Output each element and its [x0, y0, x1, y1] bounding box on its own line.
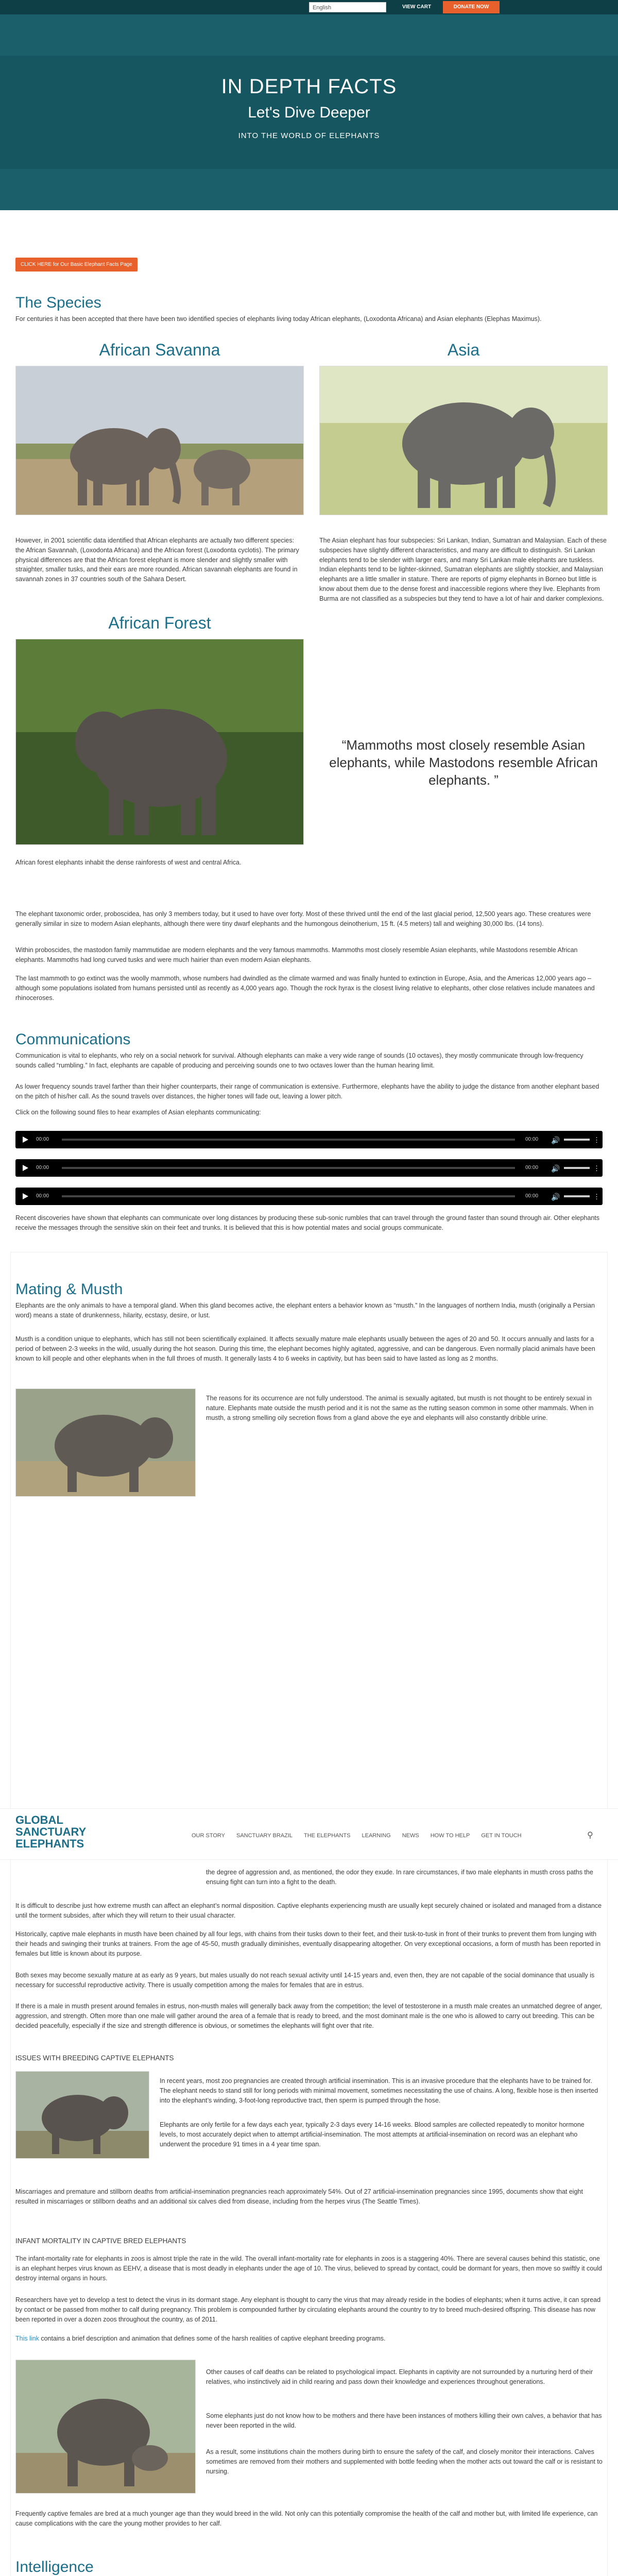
nav-learning[interactable]: LEARNING — [362, 1833, 391, 1839]
audio-progress[interactable] — [62, 1167, 515, 1169]
breeding-heading: ISSUES WITH BREEDING CAPTIVE ELEPHANTS — [15, 2054, 174, 2062]
play-icon[interactable] — [23, 1137, 28, 1143]
comm-paragraph-3: Click on the following sound files to hear examples of Asian elephants communicating: — [15, 1109, 261, 1116]
audio-time: 00:00 — [36, 1193, 49, 1199]
comm-paragraph-2: As lower frequency sounds travel farther than their higher counterparts, their range of communication is extensive. Furthermore, elephants have the ability to judge the distance from another elephant based on the pitch of his/her call. As the sound travels over distances, the higher tones will fade out, leaving a lower pitch. — [15, 1083, 599, 1100]
nav-how-to-help[interactable]: HOW TO HELP — [430, 1833, 470, 1839]
more-options-icon[interactable]: ⋮ — [593, 1164, 600, 1172]
mastodon-paragraph: Within proboscides, the mastodon family mammutidae are modern elephants and the very famous mammoths. Mammoths most closely resemble Asian elephants, while Mastodons resemble African elephants. Mammoths had long curved tusks and were much hairier than even modern Asian elephants. — [15, 946, 578, 963]
mammoth-quote: “Mammoths most closely resemble Asian elephants, while Mastodons resemble African elephants. ” — [329, 737, 598, 788]
taxonomy-paragraph: The elephant taxonomic order, proboscidea, has only 3 members today, but it used to have over forty. Most of these thrived until the end of the last glacial period, 12,500 years ago. These creatures were generally similar in size to modern Asian elephants, although there were tiny dwarf elephants and the humongous deinotherium, 15 ft. (4.5 meters) tall and weighing 30,000 lbs. (14 tons). — [15, 910, 591, 927]
breeding-paragraph-2: Elephants are only fertile for a few days each year, typically 2-3 days every 14-16 weeks. Blood samples are collected repeatedly to monitor hormone levels, to most accurately depict when to attempt artificial-insemination. The most attempts at artificial-insemination on record was an elephant who underwent the procedure 91 times in a 4 year time span. — [160, 2121, 585, 2148]
mating-paragraph-7: If there is a male in musth present around females in estrus, non-musth males will generally back away from the competition; the level of testosterone in a musth male creates an unmatched degree of anger, aggression, and strength. Often more than one male will gather around the area of a female that is ready to breed, and the most dominant male is the one who is allowed to carry out breeding. This can be decided peacefully, especially if the size and strength difference is obvious, or sometimes the elephants will fight over that rite. — [15, 2003, 602, 2029]
hero-title: IN DEPTH FACTS — [221, 75, 397, 98]
intelligence-heading: Intelligence — [15, 2558, 94, 2575]
infant-paragraph-5: Some elephants just do not know how to be mothers and there have been instances of mothers killing their own calves, a behavior that has never been reported in the wild. — [206, 2412, 602, 2429]
musth-elephant-photo — [15, 1388, 196, 1497]
audio-time: 00:00 — [36, 1165, 49, 1171]
infant-paragraph-7: Frequently captive females are bred at a much younger age than they would breed in the wild. Not only can this potentially compromise the health of the calf and mother but, with limited life experience, can cause complications with the care the young mother provides to her calf. — [15, 2510, 598, 2527]
infant-heading: INFANT MORTALITY IN CAPTIVE BRED ELEPHANTS — [15, 2237, 186, 2245]
infant-paragraph-4: Other causes of calf deaths can be related to psychological impact. Elephants in captivity are not surrounded by a nurturing herd of their relatives, who instinctively aid in child rearing and pass down their knowledge and experiences throughout generations. — [206, 2368, 593, 2385]
infant-paragraph-6: As a result, some institutions chain the mothers during birth to ensure the safety of the calf, and closely monitor their interactions. Calves sometimes are removed from their mothers and supplemented with bottle feeding when the mother acts out toward the calf or is resistant to nursing. — [206, 2448, 603, 2475]
volume-icon[interactable]: 🔊 — [551, 1193, 560, 1201]
mating-paragraph-6: Both sexes may become sexually mature at as early as 9 years, but males usually do not reach sexual activity until 14-15 years and, even then, they are not capable of the social dominance that usually is necessary for successful reproductive activity. There is usually competition among the males for females that are in estrus. — [15, 1972, 595, 1989]
volume-slider[interactable] — [564, 1139, 590, 1141]
mating-paragraph-4: It is difficult to describe just how extreme musth can affect an elephant’s normal disposition. Captive elephants experiencing musth are usually kept securely chained or isolated and managed from a distance until the torment subsides, after which they will return to their usual character. — [15, 1902, 602, 1919]
infant-paragraph-2: Researchers have yet to develop a test to detect the virus in its dormant stage. Any elephant is thought to carry the virus that may already reside in the bodies of elephants; when it turns active, it can spread by contact or be passed from mother to calf during pregnancy. This problem is compounded further by circulating elephants around the country to try to breed much-desired offspring. This disease has now been reported in over a dozen zoos throughout the country, as of 2011. — [15, 2296, 601, 2323]
search-icon[interactable]: ⚲ — [587, 1831, 593, 1840]
forest-text: African forest elephants inhabit the dense rainforests of west and central Africa. — [15, 859, 242, 866]
nav-sanctuary-brazil[interactable]: SANCTUARY BRAZIL — [236, 1833, 293, 1839]
breeding-paragraph-3: Miscarriages and premature and stillborn deaths from artificial-insemination pregnancies reach approximately 54%. Out of 27 artificial-insemination pregnancies since 1995, documents show that eight resulted in miscarriages or stillborn deaths and an additional six calves died from disease, including from the herpes virus (The Seattle Times). — [15, 2188, 583, 2205]
volume-icon[interactable]: 🔊 — [551, 1164, 560, 1173]
mating-paragraph-3b: the degree of aggression and, as mentioned, the odor they exude. In rare circumstances, if two male elephants in musth cross paths the ensuing fight can turn into a fight to the death. — [206, 1869, 593, 1886]
hero-tagline: INTO THE WORLD OF ELEPHANTS — [238, 131, 380, 140]
savanna-heading: African Savanna — [99, 341, 220, 359]
volume-slider[interactable] — [564, 1167, 590, 1169]
breeding-elephant-photo — [15, 2071, 149, 2159]
infant-paragraph-3 — [15, 2334, 603, 2344]
hero-subtitle: Let's Dive Deeper — [248, 104, 370, 121]
audio-progress[interactable] — [62, 1195, 515, 1197]
mating-paragraph-1: Elephants are the only animals to have a temporal gland. When this gland becomes active, the elephant enters a behavior known as “musth.” In the languages of northern India, musth (originally a Persian word) means a state of drunkenness, hilarity, ecstasy, desire, or lust. — [15, 1302, 595, 1319]
communications-heading: Communications — [15, 1031, 131, 1048]
audio-progress[interactable] — [62, 1139, 515, 1141]
infant-link-text: contains a brief description and animation that defines some of the harsh realities of captive elephant breeding programs. — [39, 2335, 386, 2342]
audio-duration: 00:00 — [525, 1193, 539, 1199]
hero-banner — [0, 14, 618, 210]
mammoth-paragraph: The last mammoth to go extinct was the woolly mammoth, whose numbers had dwindled as the climate warmed and was finally hunted to extinction in Europe, Asia, and the Americas 12,000 years ago – although some populations isolated from humans persisted until as recently as 4,000 years ago. Though the rock hyrax is the closest living relative to elephants, other close relatives include manatees and rhinoceroses. — [15, 975, 595, 1002]
volume-icon[interactable]: 🔊 — [551, 1136, 560, 1144]
logo-line-2: SANCTUARY — [15, 1825, 87, 1839]
logo-line-1: GLOBAL — [15, 1814, 63, 1826]
play-icon[interactable] — [23, 1193, 28, 1199]
savanna-text: However, in 2001 scientific data identified that African elephants are actually two different species: the African Savannah, (Loxodonta Africana) and the African forest (Loxodonta cyclotis). The primary physical differences are that the African forest elephant is more slender and slightly smaller with straighter, smaller tusks, and their ears are more rounded. African savannah elephants are found in savannah zones in 37 countries south of the Sahara Desert. — [15, 537, 299, 583]
forest-heading: African Forest — [108, 614, 211, 632]
view-cart-link[interactable]: VIEW CART — [402, 4, 432, 10]
mating-paragraph-2: Musth is a condition unique to elephants, which has still not been scientifically explained. It affects sexually mature male elephants usually between the ages of 20 and 50. It occurs annually and lasts for a period of between 2-3 weeks in the wild, usually during the hot season. During this time, the elephant becomes highly agitated, aggressive, and can be dangerous. Even normally placid animals have been known to kill people and other elephants when in the full throes of musth. It generally lasts 4 to 6 weeks in captivity, but has been said to have lasted as long as 2 months. — [15, 1335, 595, 1362]
top-bar — [0, 0, 618, 14]
donate-button[interactable]: DONATE NOW — [443, 1, 500, 13]
audio-duration: 00:00 — [525, 1165, 539, 1171]
animation-link[interactable]: This link — [15, 2335, 39, 2342]
species-heading: The Species — [15, 294, 101, 311]
audio-player-3[interactable] — [15, 1188, 603, 1205]
nav-the-elephants[interactable]: THE ELEPHANTS — [304, 1833, 351, 1839]
logo-line-3: ELEPHANTS — [15, 1837, 84, 1851]
savanna-elephants-photo — [15, 366, 304, 515]
language-select[interactable]: English — [309, 2, 386, 12]
audio-player-2[interactable] — [15, 1159, 603, 1177]
calf-photo — [15, 2360, 196, 2494]
mating-heading: Mating & Musth — [15, 1281, 123, 1298]
volume-slider[interactable] — [564, 1195, 590, 1197]
infant-paragraph-1: The infant-mortality rate for elephants in zoos is almost triple the rate in the wild. The overall infant-mortality rate for elephants in zoos is a staggering 40%. There are several causes behind this statistic, one is an elephant herpes virus known as EEHV, a disease that is most deadly in elephants under the age of 10. The virus, believed to spread by contact, could be dormant for years, then move so swiftly it could destroy internal organs in hours. — [15, 2255, 602, 2282]
audio-player-1[interactable] — [15, 1131, 603, 1148]
asia-text: The Asian elephant has four subspecies: Sri Lankan, Indian, Sumatran and Malaysian. Each of these subspecies have slightly different characteristics, and many are difficult to distinguish. Sri Lankan elephants tend to be slender with larger ears, and many Sri Lankan male elephants are tuskless. Indian elephants tend to be lighter-skinned, Sumatran elephants are slightly stockier, and Malaysian elephants are a little smaller in stature. There are reports of pigmy elephants in Borneo but little is know about them due to the dense forest and inaccessible regions where they live. Elephants from Burma are not classified as a subspecies but they tend to have a lot of hair and darker complexions. — [319, 537, 607, 602]
breeding-paragraph-1: In recent years, most zoo pregnancies are created through artificial insemination. This is an invasive procedure that the elephants have to be trained for. The elephant needs to stand still for long periods with minimal movement, sometimes necessitating the use of chains. A long, flexible hose is then inserted into the elephant’s winding, 3-foot-long reproductive tract, then sperm is pumped through the hose. — [160, 2077, 598, 2104]
comm-paragraph-1: Communication is vital to elephants, who rely on a social network for survival. Although elephants can make a very wide range of sounds (10 octaves), they mostly communicate through low-frequency sounds called “rumbling.” In fact, elephants are capable of producing and perceiving sounds one to two octaves lower than the human hearing limit. — [15, 1052, 583, 1069]
basic-facts-button[interactable]: CLICK HERE for Our Basic Elephant Facts Page — [15, 258, 138, 272]
audio-duration: 00:00 — [525, 1137, 539, 1142]
nav-our-story[interactable]: OUR STORY — [192, 1833, 225, 1839]
species-intro: For centuries it has been accepted that there have been two identified species of elephants living today African elephants, (Loxodonta Africana) and Asian elephants (Elephas Maximus). — [15, 315, 542, 323]
forest-elephant-photo — [15, 639, 304, 845]
more-options-icon[interactable]: ⋮ — [593, 1193, 600, 1200]
mating-paragraph-3: The reasons for its occurrence are not fully understood. The animal is sexually agitated, but musth is not thought to be entirely sexual in nature. Elephants mate outside the musth period and it is not the same as the rutting season common in some other mammals. When in musth, a strong smelling oily secretion flows from a gland above the eye and elephants will also constantly dribble urine. — [206, 1395, 594, 1421]
site-navigation — [0, 1808, 618, 1860]
play-icon[interactable] — [23, 1165, 28, 1171]
mating-paragraph-5: Historically, captive male elephants in musth have been chained by all four legs, with chains from their tusks down to their feet, and their tusk-to-tusk in front of their trunks to prevent them from lunging with their heads and swinging their trunks at trainers. From the age of 45-50, musth gradually diminishes, eventually disappearing altogether. On very exceptional occasions, a form of musth has been reported in females but little is known about its purpose. — [15, 1930, 601, 1957]
more-options-icon[interactable]: ⋮ — [593, 1136, 600, 1144]
asia-heading: Asia — [447, 341, 480, 359]
comm-paragraph-4: Recent discoveries have shown that elephants can communicate over long distances by producing these sub-sonic rumbles that can travel through the ground faster than sound through air. Other elephants receive the messages through the sensitive skin on their feet and trunks. It is believed that this is how potential mates and social groups communicate. — [15, 1214, 600, 1231]
nav-news[interactable]: NEWS — [402, 1833, 419, 1839]
nav-get-in-touch[interactable]: GET IN TOUCH — [481, 1833, 522, 1839]
sanctuary-logo[interactable] — [15, 1814, 86, 1850]
asian-elephant-photo — [319, 366, 608, 515]
audio-time: 00:00 — [36, 1137, 49, 1142]
